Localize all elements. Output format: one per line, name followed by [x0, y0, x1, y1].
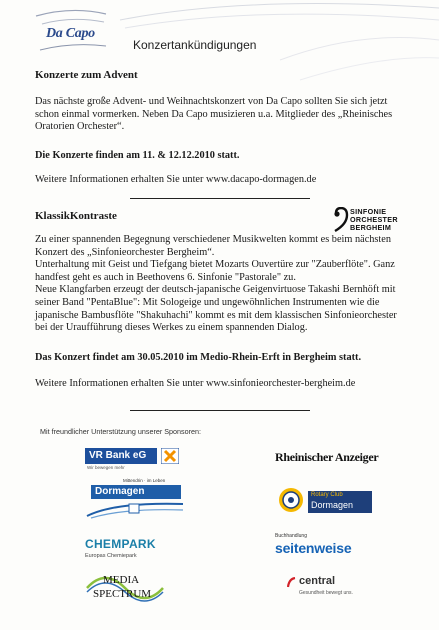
seitenweise-name: seitenweise — [275, 540, 352, 556]
page-title: Konzertankündigungen — [133, 38, 257, 52]
seitenweise-logo — [275, 533, 395, 563]
vr-bank-x-icon — [161, 448, 179, 464]
central-name: central — [299, 575, 336, 587]
rheinischer-anzeiger-logo: Rheinischer Anzeiger — [275, 450, 379, 464]
klassik-info: Weitere Informationen erhalten Sie unter www.sinfonieorchester-bergheim.de — [35, 378, 356, 389]
section-divider — [130, 198, 310, 199]
advent-heading: Konzerte zum Advent — [35, 69, 138, 81]
chempark-slogan: Europas Chemiepark — [85, 553, 137, 559]
central-mark-icon — [287, 577, 296, 588]
dormagen-name: Dormagen — [91, 485, 181, 499]
seitenweise-slogan: Buchhandlung — [275, 533, 307, 539]
logo-line-3: BERGHEIM — [350, 223, 392, 232]
vr-bank-slogan: Wir bewegen mehr — [87, 465, 125, 470]
sinfonieorchester-logo — [333, 207, 407, 233]
klassik-paragraph: Zu einer spannenden Begegnung verschiedener Musikwelten kommt es beim nächsten Konzert des „Sinfonieorchester Bergheim“. Unterhaltung mit Geist und Tiefgang bietet Mozarts Ouvertüre zur "Zauberflöte". Ganz handfest geht es auch in Beethovens 6. Sinfonie "Pastorale" zu. Neue Klangfarben erzeugt der deutsch-japanische Geigenvirtuose Takashi Bernhöft mit seiner Band "PentaBlue": Mit Sologeige und ungewöhnlichen Instrumenten wie die japanische Bambusflöte "Shakuhachi" kommt es mit dem klassischen Sinfonieorchester bei der Uraufführung dieses Werkes zu einem spannenden Dialog. — [35, 234, 397, 334]
rotary-line-1: Rotary Club — [311, 492, 343, 498]
chempark-logo — [85, 537, 195, 565]
vr-bank-logo — [85, 448, 185, 472]
rotary-line-2: Dormagen — [311, 500, 354, 510]
central-logo — [287, 575, 377, 601]
rotary-logo — [278, 487, 388, 517]
media-spectrum-line-1: MEDIA — [103, 574, 140, 586]
advent-paragraph: Das nächste große Advent- und Weihnachtskonzert von Da Capo sollten Sie sich jetzt schon einmal vormerken. Neben Da Capo musizieren u.a. Mitglieder des „Rheinisches Oratorien Orchester“. — [35, 96, 393, 133]
media-spectrum-line-2: SPECTRUM — [93, 588, 152, 600]
chempark-name: CHEMPARK — [85, 537, 156, 551]
sponsors-intro: Mit freundlicher Unterstützung unserer Sponsoren: — [40, 427, 202, 436]
logo-line-1: SINFONIE — [350, 207, 387, 216]
dormagen-logo — [85, 478, 195, 520]
bass-clef-icon — [333, 207, 349, 233]
klassik-date: Das Konzert findet am 30.05.2010 im Medio-Rhein-Erft in Bergheim statt. — [35, 352, 362, 363]
advent-info: Weitere Informationen erhalten Sie unter www.dacapo-dormagen.de — [35, 174, 317, 185]
advent-dates: Die Konzerte finden am 11. & 12.12.2010 statt. — [35, 150, 240, 161]
dormagen-slogan: Mittendrin · im Leben — [123, 478, 166, 483]
dormagen-wave-icon — [85, 500, 185, 520]
klassik-heading: KlassikKontraste — [35, 210, 117, 222]
central-slogan: Gesundheit bewegt uns. — [299, 590, 353, 596]
logo-line-2: ORCHESTER — [350, 215, 398, 224]
media-spectrum-logo — [85, 568, 175, 608]
section-divider-2 — [130, 410, 310, 411]
rotary-wheel-icon — [278, 487, 304, 513]
vr-bank-name: VR Bank eG — [85, 448, 157, 464]
dacapo-logo-text: Da Capo — [46, 26, 95, 41]
